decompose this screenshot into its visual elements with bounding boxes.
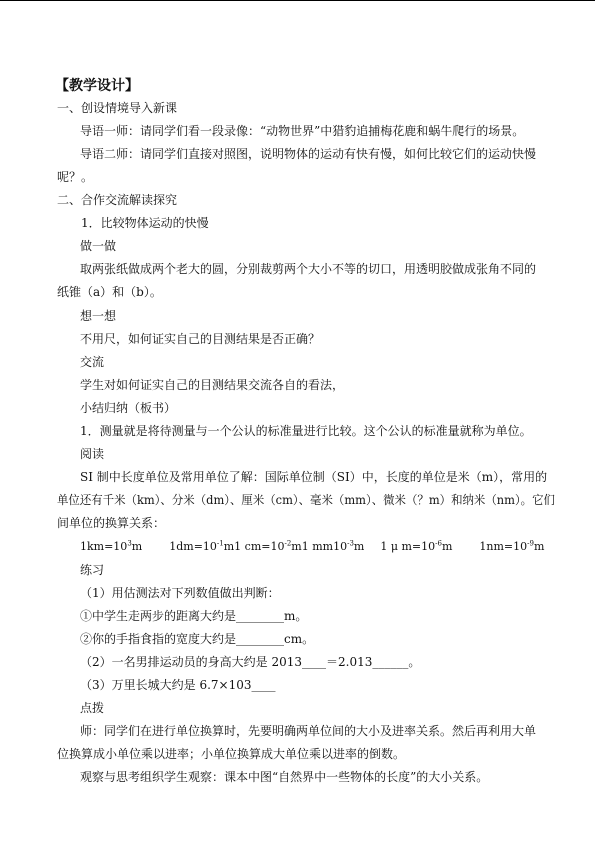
paragraph: 不用尺，如何证实自己的目测结果是否正确？ — [80, 332, 321, 346]
activity-label: 阅读 — [80, 447, 105, 461]
paragraph: 呢？。 — [57, 170, 94, 184]
activity-label: 交流 — [80, 355, 105, 369]
formula-km: $1km=10^3m$ — [80, 539, 143, 553]
paragraph: 单位还有千米（km）、分米（dm）、厘米（cm）、毫米（mm）、微米（？m）和纳米（nm）。它们 — [57, 493, 555, 507]
exercise-question: （2）一名男排运动员的身高大约是 2013____＝2.013______。 — [80, 655, 421, 669]
exercise-question: （3）万里长城大约是 6.7×103____ — [80, 678, 276, 692]
exercise-item: ②你的手指食指的宽度大约是________cm。 — [80, 632, 315, 646]
paragraph: 间单位的换算关系： — [57, 516, 166, 530]
activity-label: 点拨 — [80, 701, 105, 715]
paragraph: 学生对如何证实自己的目测结果交流各自的看法， — [80, 378, 345, 392]
paragraph: 1．测量就是将待测量与一个公认的标准量进行比较。这个公认的标准量就称为单位。 — [80, 424, 532, 438]
paragraph: 位换算成小单位乘以进率；小单位换算成大单位乘以进率的倒数。 — [57, 747, 406, 761]
paragraph: 取两张纸做成两个老大的圆，分别裁剪两个大小不等的切口，用透明胶做成张角不同的 — [80, 262, 537, 276]
paragraph: 师：同学们在进行单位换算时，先要明确两单位间的大小及进率关系。然后再利用大单 — [80, 724, 537, 738]
heading-2: 二、合作交流解读探究 — [57, 193, 178, 207]
subheading: 1．比较物体运动的快慢 — [81, 216, 209, 230]
unit-conversion-formula — [80, 540, 544, 554]
page-top-border — [0, 0, 595, 1]
section-title: 【教学设计】 — [55, 78, 139, 94]
formula-dm-cm-mm: $1dm=10^{-1}m1$ $cm=10^{-2}m1$ $mm10^{-3}m$ — [169, 539, 365, 553]
exercise-question: （1）用估测法对下列数值做出判断： — [80, 586, 280, 600]
formula-nm: $1nm=10^{-9}m$ — [479, 539, 545, 553]
exercise-item: ①中学生走两步的距离大约是________m。 — [80, 609, 308, 623]
activity-label: 想一想 — [80, 309, 117, 323]
paragraph: SI 制中长度单位及常用单位了解：国际单位制（SI）中，长度的单位是米（m），常用的 — [80, 470, 548, 484]
heading-1: 一、创设情境导入新课 — [57, 101, 178, 115]
paragraph: 导语二师：请同学们直接对照图，说明物体的运动有快有慢，如何比较它们的运动快慢 — [80, 147, 537, 161]
paragraph: 导语一师：请同学们看一段录像：“动物世界”中猎豹追捕梅花鹿和蜗牛爬行的场景。 — [80, 124, 525, 138]
activity-label: 练习 — [80, 563, 105, 577]
activity-label: 做一做 — [80, 239, 117, 253]
activity-label: 小结归纳（板书） — [80, 401, 177, 415]
paragraph: 观察与思考组织学生观察：课本中图“自然界中一些物体的长度”的大小关系。 — [80, 770, 489, 784]
formula-um: 1 μ $m=10^{-6}m$ — [380, 539, 453, 553]
paragraph: 纸锥（a）和（b）。 — [57, 285, 162, 299]
